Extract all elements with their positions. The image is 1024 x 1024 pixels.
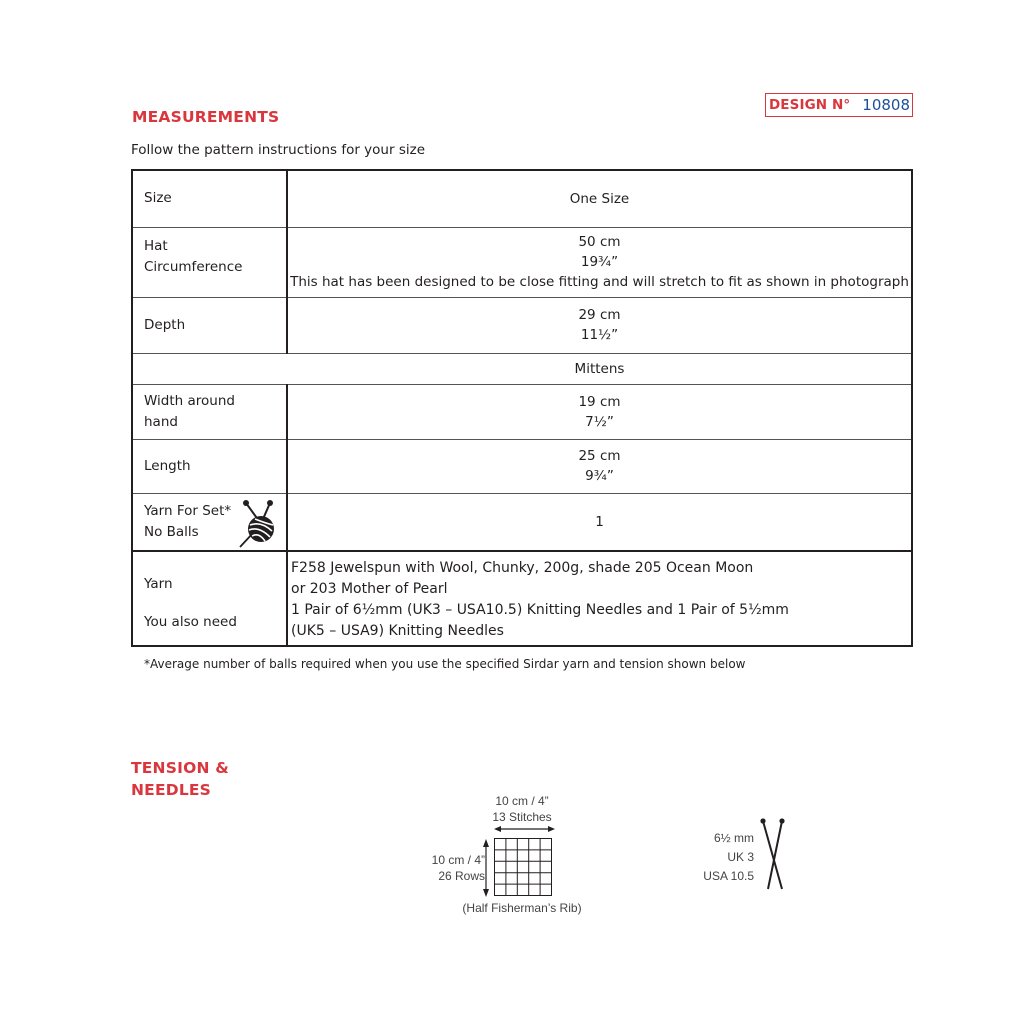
yarn-ball-icon [237,499,281,549]
row-count: 26 Rows [438,869,485,883]
value-inches: 11½” [580,327,619,343]
yarn-line: or 203 Mother of Pearl [291,581,448,597]
row-label [132,384,287,439]
value-inches: 9¾” [585,468,614,484]
row-value: 1 [287,493,912,551]
knitting-needles-icon [758,816,788,892]
needle-mm: 6½ mm [713,831,754,845]
table-row-yarn [132,551,912,646]
value-cm: 25 cm [578,448,621,464]
needle-usa: USA 10.5 [703,869,754,883]
tension-heading-line: TENSION & [131,759,229,777]
row-value [287,297,912,353]
label-line: Width around [144,392,235,409]
row-label [132,493,287,551]
measurements-table [131,169,913,647]
value-cm: 50 cm [578,234,621,250]
table-row-depth [132,297,912,353]
tension-heading-line: NEEDLES [131,781,212,799]
row-value [287,551,912,646]
row-value [287,439,912,493]
table-row-yarn-for-set [132,493,912,551]
row-label: Length [132,439,287,493]
yarn-label: Yarn [144,575,173,592]
section-label-mittens: Mittens [132,353,912,384]
design-label: DESIGN N° [769,97,851,113]
table-row-width-around-hand [132,384,912,439]
yarn-line: F258 Jewelspun with Wool, Chunky, 200g, shade 205 Ocean Moon [291,560,754,576]
label-line: Hat [144,238,168,254]
footnote: *Average number of balls required when you use the specified Sirdar yarn and tension shown below [144,657,746,671]
stitch-grid [495,839,552,896]
row-value [287,227,912,297]
row-label: Size [132,170,287,227]
table-row-mittens [132,353,912,384]
tension-grid-diagram [480,825,560,900]
table-row-hat-circumference [132,227,912,297]
hat-note: This hat has been designed to be close fitting and will stretch to fit as shown in photograph [290,274,909,290]
height-label [405,852,485,884]
width-measure: 10 cm / 4” [495,794,549,808]
row-label [132,551,287,646]
value-inches: 7½” [585,413,614,430]
design-number-box [765,93,913,117]
label-line: No Balls [144,523,199,540]
stitch-count: 13 Stitches [492,810,552,824]
also-need-label: You also need [144,613,237,630]
label-line: hand [144,413,178,430]
row-value [287,384,912,439]
height-measure: 10 cm / 4” [431,853,485,867]
also-need-line: (UK5 – USA9) Knitting Needles [291,623,504,639]
width-label [462,793,582,825]
label-line: Yarn For Set* [144,502,232,519]
value-cm: 29 cm [578,307,621,323]
design-number: 10808 [862,96,910,114]
value-cm: 19 cm [578,393,621,410]
row-value: One Size [287,170,912,227]
also-need-line: 1 Pair of 6½mm (UK3 – USA10.5) Knitting Needles and 1 Pair of 5½mm [291,602,789,618]
table-row-length [132,439,912,493]
measurements-heading: MEASUREMENTS [132,108,280,126]
table-row-size [132,170,912,227]
stitch-pattern: (Half Fisherman’s Rib) [462,901,582,915]
needle-size-labels [690,829,754,886]
value-inches: 19¾” [580,254,619,270]
row-label: Depth [132,297,287,353]
label-line: Circumference [144,259,243,275]
row-label [132,227,287,297]
needle-uk: UK 3 [727,850,754,864]
intro-text: Follow the pattern instructions for your size [131,142,426,158]
tension-heading [131,757,229,801]
